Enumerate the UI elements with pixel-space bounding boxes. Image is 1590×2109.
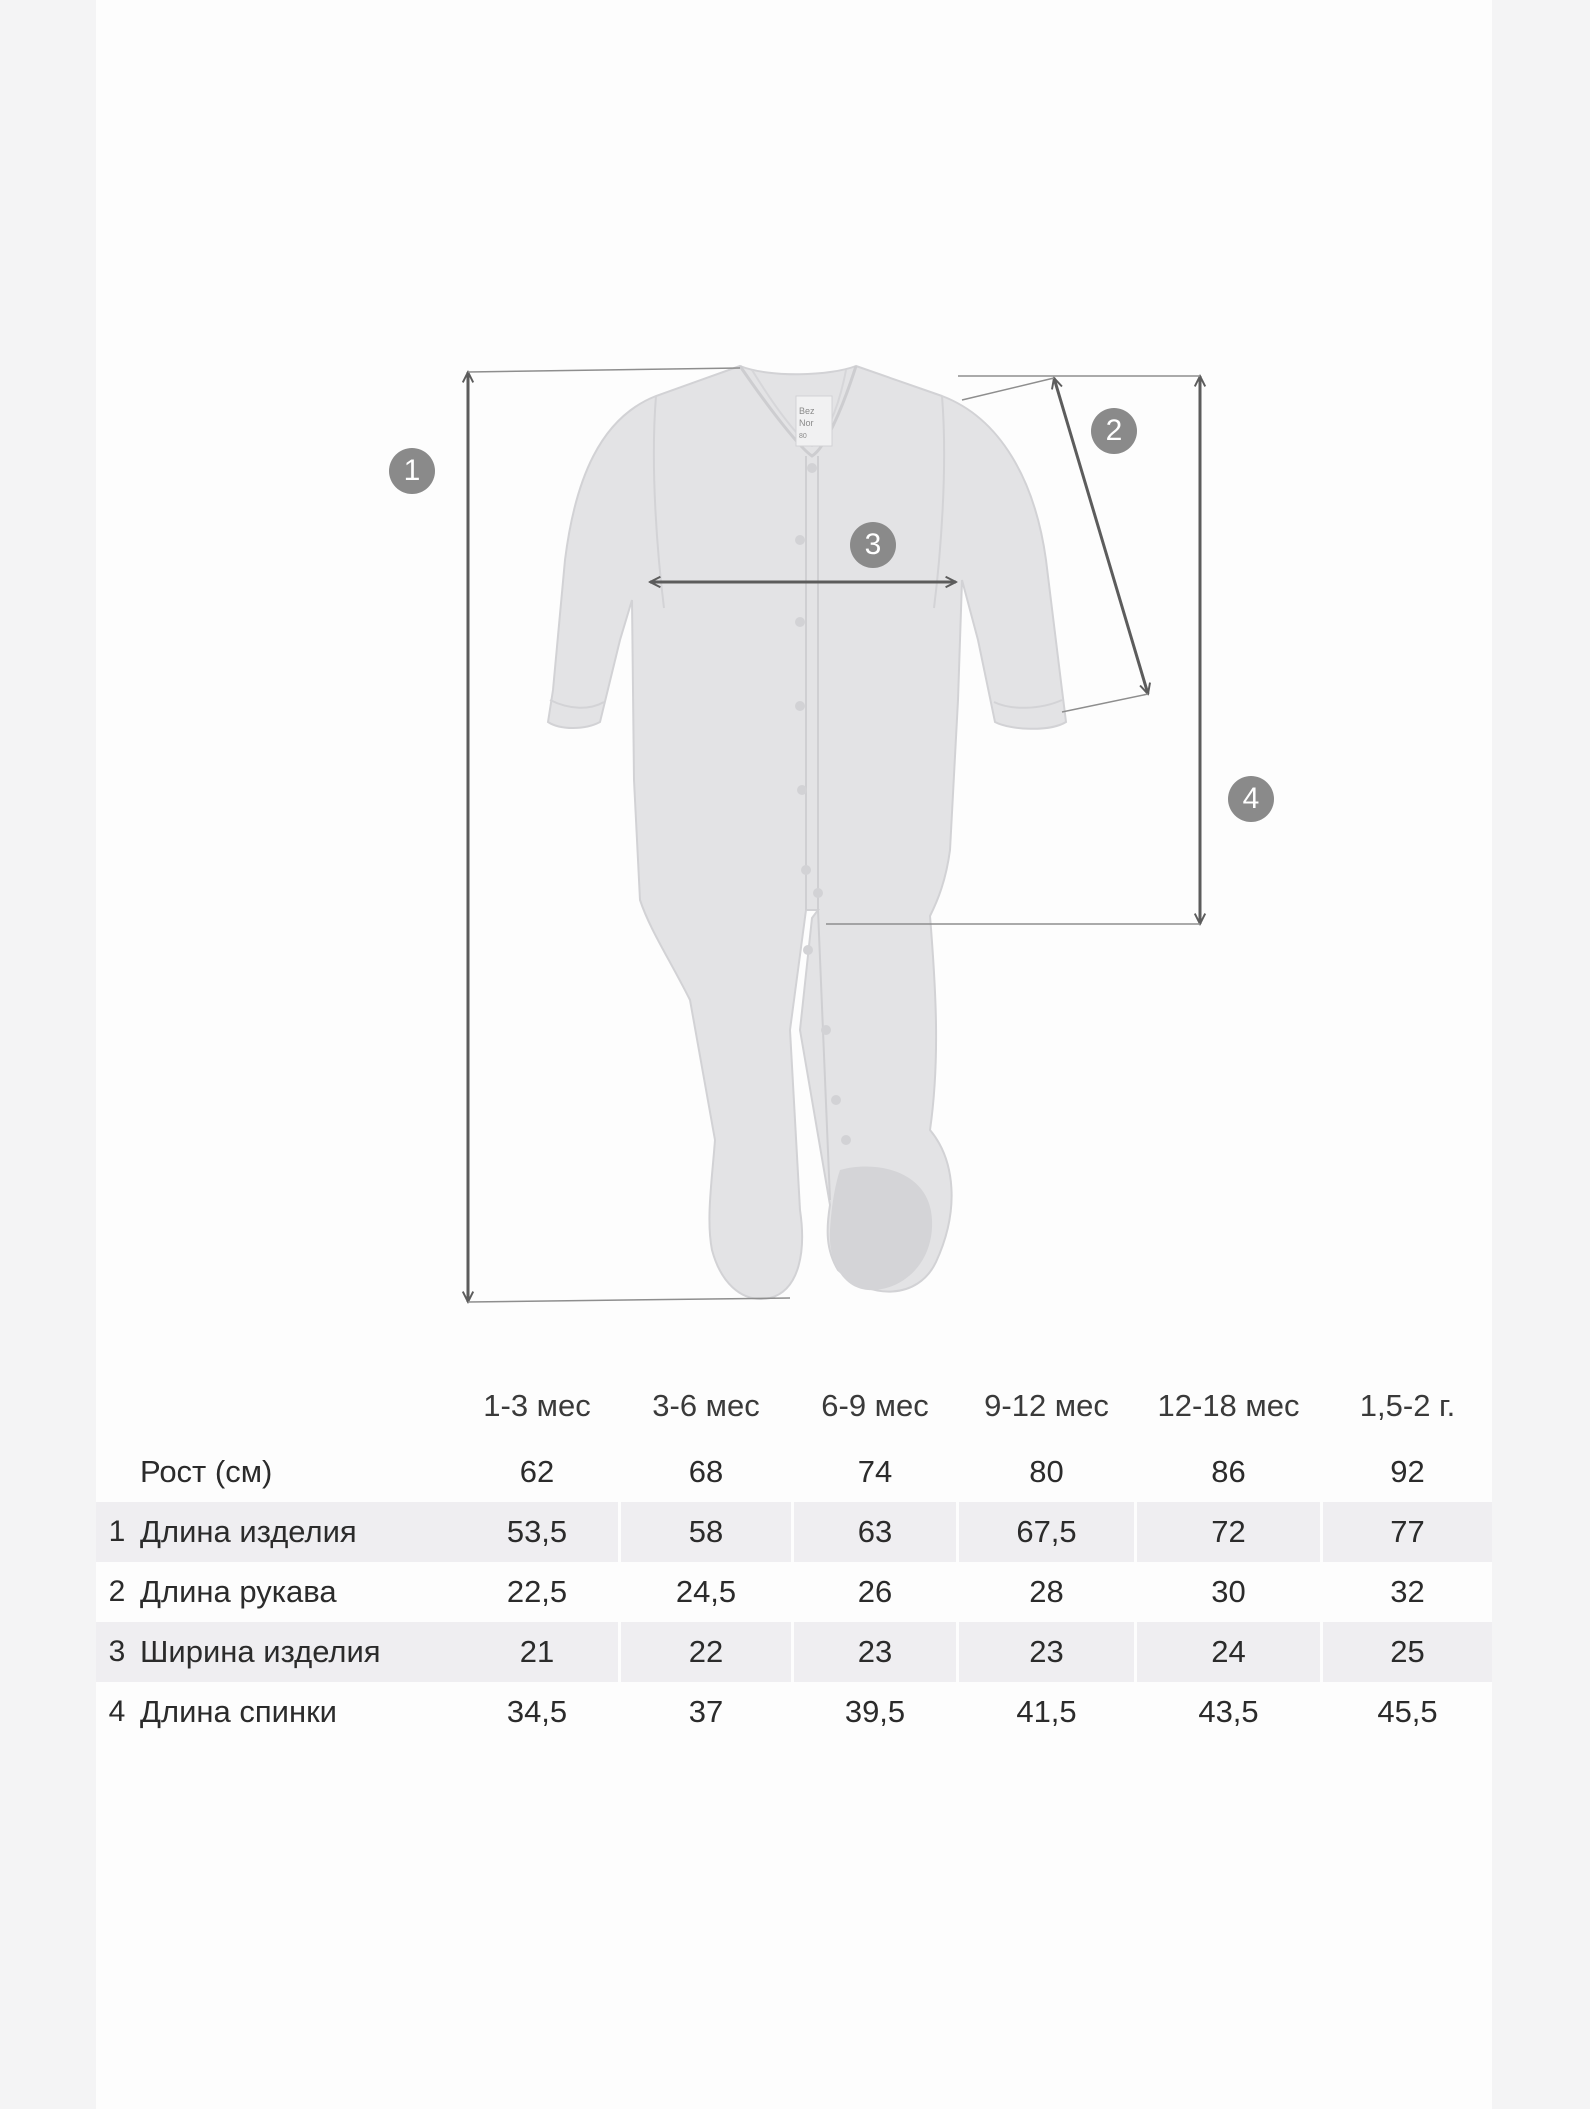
table-cell: 92 [1390, 1454, 1425, 1489]
marker-4: 4 [1228, 776, 1274, 822]
table-cell: 22 [688, 1634, 724, 1669]
tag-text-2: Nor [799, 418, 814, 428]
row-number: 2 [108, 1575, 126, 1608]
table-row [96, 1442, 1492, 1502]
marker-2: 2 [1091, 408, 1137, 454]
table-cell: 39,5 [844, 1694, 906, 1729]
table-cell: 28 [1029, 1574, 1064, 1609]
table-cell: 34,5 [506, 1694, 568, 1729]
row-label: Ширина изделия [140, 1634, 381, 1669]
table-row [96, 1682, 1492, 1742]
table-cell: 67,5 [1016, 1514, 1077, 1549]
table-cell: 45,5 [1377, 1694, 1438, 1729]
table-cell: 26 [857, 1574, 893, 1609]
tag-text-3: 80 [799, 433, 807, 440]
table-row [96, 1622, 1492, 1682]
table-cell: 68 [688, 1454, 724, 1489]
row-label: Рост (см) [140, 1454, 273, 1489]
table-cell: 30 [1211, 1574, 1246, 1609]
table-header-row [96, 1370, 1492, 1442]
row-label: Длина изделия [140, 1514, 357, 1549]
table-cell: 43,5 [1198, 1694, 1259, 1729]
row-number: 3 [108, 1635, 126, 1668]
table-cell: 74 [857, 1454, 893, 1489]
table-cell: 23 [1029, 1634, 1064, 1669]
column-header: 1,5-2 г. [1359, 1388, 1456, 1423]
table-cell: 58 [688, 1514, 724, 1549]
column-header: 1-3 мес [483, 1388, 591, 1423]
row-number: 1 [108, 1515, 126, 1548]
column-header: 3-6 мес [652, 1388, 760, 1423]
marker-1: 1 [389, 448, 435, 494]
column-header: 9-12 мес [984, 1388, 1109, 1423]
marker-3: 3 [850, 522, 896, 568]
row-label: Длина рукава [140, 1574, 337, 1609]
row-label: Длина спинки [140, 1694, 337, 1729]
tag-text-1: Bez [799, 406, 815, 416]
row-number [106, 1442, 128, 1502]
table-cell: 77 [1390, 1514, 1425, 1549]
table-cell: 21 [519, 1634, 555, 1669]
table-cell: 62 [519, 1454, 555, 1489]
size-table [96, 1370, 1492, 1742]
column-header: 6-9 мес [821, 1388, 929, 1423]
table-cell: 86 [1211, 1454, 1246, 1489]
table-cell: 23 [857, 1634, 893, 1669]
column-header: 12-18 мес [1157, 1388, 1300, 1423]
row-number: 4 [108, 1695, 126, 1728]
table-cell: 32 [1390, 1574, 1425, 1609]
table-cell: 24,5 [675, 1574, 737, 1609]
table-cell: 24 [1211, 1634, 1246, 1669]
table-row [96, 1562, 1492, 1622]
table-cell: 80 [1029, 1454, 1064, 1489]
table-cell: 72 [1211, 1514, 1246, 1549]
table-cell: 63 [857, 1514, 893, 1549]
table-cell: 41,5 [1016, 1694, 1077, 1729]
table-cell: 25 [1390, 1634, 1425, 1669]
table-row [96, 1502, 1492, 1562]
table-cell: 37 [688, 1694, 724, 1729]
table-cell: 53,5 [506, 1514, 568, 1549]
table-cell: 22,5 [506, 1574, 568, 1609]
